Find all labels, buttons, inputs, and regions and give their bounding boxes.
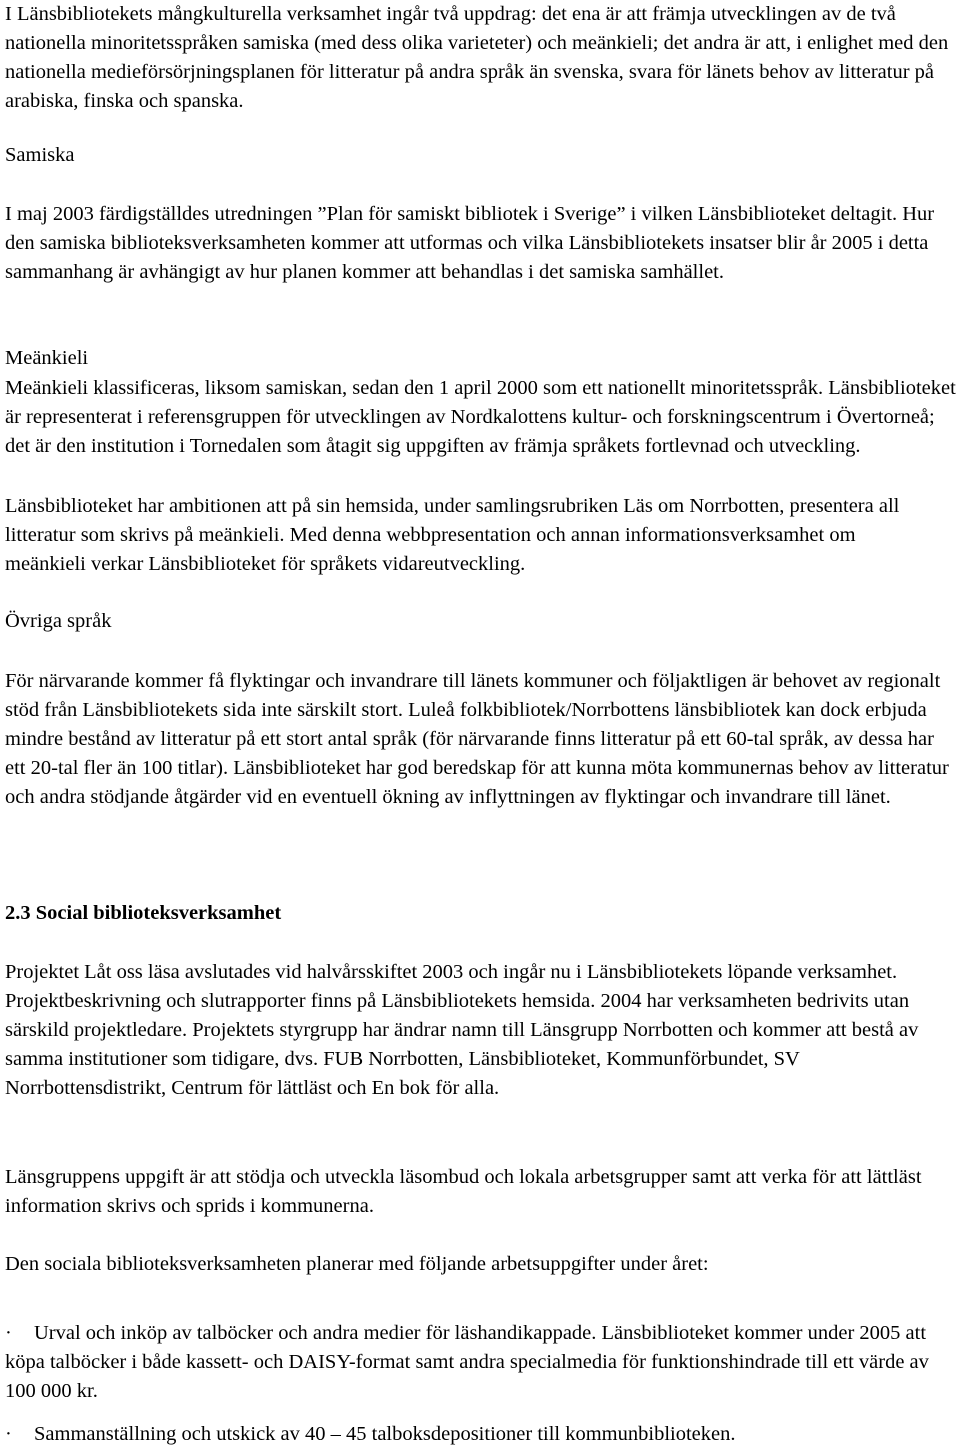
meankieli-heading: Meänkieli: [5, 347, 89, 369]
ovriga-paragraph: För närvarande kommer få flyktingar och invandrare till länets kommuner och följaktligen är behovet av regionalt stöd från Länsbibliotekets sida inte särskilt stort. Luleå folkbibliotek/Norrbottens länsbibliotek kan dock erbjuda mindre bestånd av litteratur på ett stort antal språk (för närvarande finns litteratur på ett 60-tal språk, av dessa har ett 20-tal fler än 100 titlar). Länsbiblioteket har god beredskap för att kunna möta kommunernas behov av litteratur och andra stödjande åtgärder vid en eventuell ökning av inflyttningen av flyktingar och invandrare till länet.: [5, 670, 949, 809]
meankieli-paragraph-2: Länsbiblioteket har ambitionen att på sin hemsida, under samlingsrubriken Läs om Norrbotten, presentera all litteratur som skrivs på meänkieli. Med denna webbpresentation och annan informationsverksamhet om meänkieli verkar Länsbiblioteket för språkets vidareutveckling.: [5, 495, 900, 576]
bullet-marker: ·: [5, 1322, 12, 1344]
bullet-marker: ·: [5, 1423, 12, 1445]
bullet-item: [5, 1420, 957, 1449]
bullet-text: Urval och inköp av talböcker och andra medier för läshandikappade. Länsbiblioteket kommer under 2005 att köpa talböcker i både kassett- och DAISY-format samt andra specialmedia för funktionshindrade till ett värde av 100 000 kr.: [5, 1322, 929, 1403]
social-paragraph-1: Projektet Låt oss läsa avslutades vid halvårsskiftet 2003 och ingår nu i Länsbibliotekets löpande verksamhet. Projektbeskrivning och slutrapporter finns på Länsbibliotekets hemsida. 2004 har verksamheten bedrivits utan särskild projektledare. Projektets styrgrupp har ändrar namn till Länsgrupp Norrbotten och kommer att bestå av samma institutioner som tidigare, dvs. FUB Norrbotten, Länsbiblioteket, Kommunförbundet, SV Norrbottensdistrikt, Centrum för lättläst och En bok för alla.: [5, 961, 919, 1100]
bullet-text: Sammanställning och utskick av 40 – 45 talboksdepositioner till kommunbiblioteken.: [34, 1423, 736, 1445]
social-paragraph-3: Den sociala biblioteksverksamheten planerar med följande arbetsuppgifter under året:: [5, 1253, 709, 1275]
samiska-paragraph: I maj 2003 färdigställdes utredningen ”Plan för samiskt bibliotek i Sverige” i vilken Länsbiblioteket deltagit. Hur den samiska biblioteksverksamheten kommer att utformas och vilka Länsbibliotekets insatser blir år 2005 i detta sammanhang är avhängigt av hur planen kommer att behandlas i det samiska samhället.: [5, 203, 935, 284]
ovriga-heading: Övriga språk: [5, 610, 112, 632]
section-heading: 2.3 Social biblioteksverksamhet: [5, 902, 282, 924]
meankieli-paragraph: Meänkieli klassificeras, liksom samiskan, sedan den 1 april 2000 som ett nationellt minoritetsspråk. Länsbiblioteket är representerat i referensgruppen för utvecklingen av Nordkalottens kultur- och forskningscentrum i Övertorneå; det är den institution i Tornedalen som åtagit sig uppgiften av främja språkets fortlevnad och utveckling.: [5, 377, 956, 458]
samiska-heading: Samiska: [5, 144, 75, 166]
bullet-item: [5, 1319, 957, 1406]
intro-paragraph: I Länsbibliotekets mångkulturella verksamhet ingår två uppdrag: det ena är att främja utvecklingen av de två nationella minoritetsspråken samiska (med dess olika varieteter) och meänkieli; det andra är att, i enlighet med den nationella medieförsörjningsplanen för litteratur på andra språk än svenska, svara för länets behov av litteratur på arabiska, finska och spanska.: [5, 3, 949, 113]
social-paragraph-2: Länsgruppens uppgift är att stödja och utveckla läsombud och lokala arbetsgrupper samt att verka för att lättläst information skrivs och sprids i kommunerna.: [5, 1166, 922, 1218]
